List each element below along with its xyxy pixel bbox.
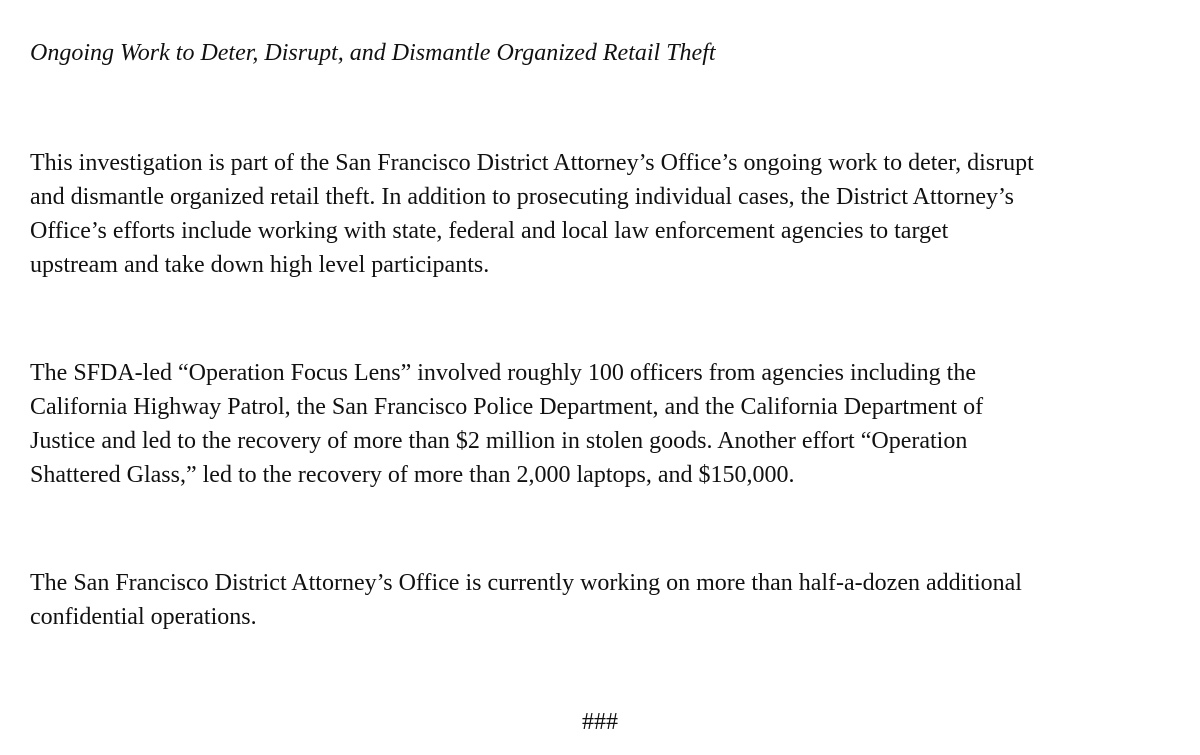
paragraph-line: confidential operations.: [30, 604, 257, 630]
paragraph-line: This investigation is part of the San Francisco District Attorney’s Office’s ongoing work to deter, disrupt: [30, 150, 1034, 176]
paragraph-line: California Highway Patrol, the San Francisco Police Department, and the California Department of: [30, 394, 984, 420]
paragraph-line: The SFDA-led “Operation Focus Lens” involved roughly 100 officers from agencies including the: [30, 360, 976, 386]
paragraph-line: and dismantle organized retail theft. In addition to prosecuting individual cases, the District Attorney’s: [30, 184, 1014, 210]
paragraph-line: Shattered Glass,” led to the recovery of more than 2,000 laptops, and $150,000.: [30, 462, 795, 488]
paragraph-line: The San Francisco District Attorney’s Office is currently working on more than half-a-dozen additional: [30, 570, 1022, 596]
paragraph-operations: [30, 356, 1180, 492]
paragraph-line: Justice and led to the recovery of more than $2 million in stolen goods. Another effort “Operation: [30, 428, 968, 454]
paragraph-line: upstream and take down high level participants.: [30, 252, 490, 278]
paragraph-confidential-operations: [30, 566, 1180, 634]
section-heading: Ongoing Work to Deter, Disrupt, and Dismantle Organized Retail Theft: [30, 40, 716, 66]
paragraph-line: Office’s efforts include working with state, federal and local law enforcement agencies to target: [30, 218, 949, 244]
paragraph-investigation: [30, 146, 1180, 282]
end-of-release-mark: ###: [582, 709, 618, 735]
